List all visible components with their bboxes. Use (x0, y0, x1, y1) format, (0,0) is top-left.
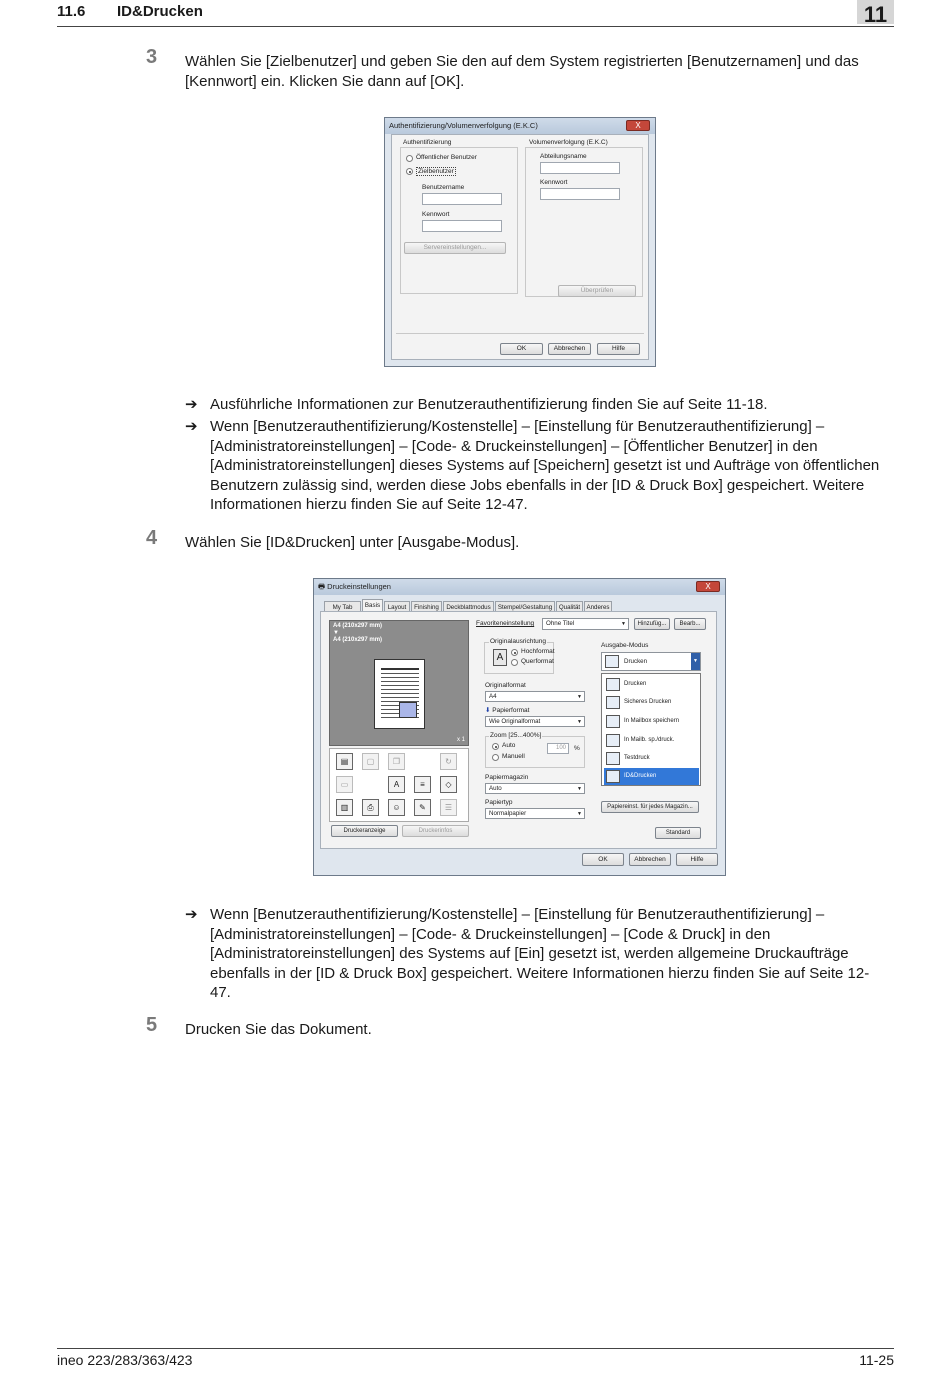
tab-basis[interactable]: Basis (362, 599, 383, 612)
cancel-button[interactable]: Abbrechen (629, 853, 671, 866)
username-input[interactable] (422, 193, 502, 205)
list-item[interactable] (604, 676, 699, 693)
fold-icon[interactable]: ◇ (440, 776, 457, 793)
tray-icon[interactable]: ⎙ (362, 799, 379, 816)
preview-image (399, 702, 417, 718)
default-button[interactable]: Standard (655, 827, 701, 839)
favorites-value: Ohne Titel (546, 620, 575, 627)
zoom-group (485, 736, 585, 768)
edit-icon[interactable]: ✎ (414, 799, 431, 816)
paper-type-value: Normalpapier (489, 810, 527, 817)
list-icon[interactable]: ☰ (440, 799, 457, 816)
list-item[interactable] (604, 750, 699, 767)
combine-icon[interactable]: ▢ (362, 753, 379, 770)
paper-size-label (485, 706, 529, 714)
ok-button[interactable]: OK (582, 853, 624, 866)
dialog-title-text: Druckeinstellungen (327, 582, 391, 591)
tab-quality[interactable]: Qualität (556, 601, 583, 612)
tray-label: Papiermagazin (485, 774, 529, 781)
arrow-icon: ➔ (185, 396, 198, 413)
radio-public-user[interactable] (406, 155, 413, 162)
chapter-tab: 11 (857, 0, 894, 24)
header-rule (57, 26, 894, 27)
tab-finishing[interactable]: Finishing (411, 601, 442, 612)
print-settings-dialog (313, 578, 726, 876)
id-print-icon (606, 770, 620, 783)
paper-size-select[interactable] (485, 716, 585, 727)
radio-zoom-manual[interactable] (492, 754, 499, 761)
note-text: Wenn [Benutzerauthentifizierung/Kostenstelle] – [Einstellung für Benutzerauthentifizierung] – [Administratoreinstellungen] – [Code- & Druckeinstellungen] – [Code & Druck] in den [Administratoreinstellungen] des Systems auf [Ein] gesetzt ist, werden allgemeine Druckaufträge ebenfalls in der [ID & Druck Box] gespeichert. Weitere Informationen hierzu finden Sie auf Seite 12-47. (210, 906, 870, 1001)
printer-display-button[interactable]: Druckeranzeige (331, 825, 398, 837)
note-item (185, 417, 885, 515)
step-number: 5 (146, 1014, 158, 1036)
radio-public-label: Öffentlicher Benutzer (416, 154, 477, 161)
list-item-label: Sicheres Drucken (624, 699, 672, 705)
preview-arrow: ▼ (333, 630, 339, 636)
step-text: Wählen Sie [ID&Drucken] unter [Ausgabe-Modus]. (185, 534, 520, 551)
punch-icon[interactable]: ≡ (414, 776, 431, 793)
list-item-label: In Mailbox speichern (624, 718, 680, 724)
password-input[interactable] (422, 220, 502, 232)
chevron-down-icon: ▼ (621, 621, 626, 627)
paper-type-label: Papiertyp (485, 799, 513, 806)
preview-paper: A4 (210x297 mm) (333, 637, 383, 643)
text-icon[interactable]: A (388, 776, 405, 793)
chevron-down-icon: ▼ (577, 694, 582, 700)
dialog-body (391, 134, 649, 360)
duplex-icon[interactable]: ▤ (336, 753, 353, 770)
orientation-label: Originalausrichtung (490, 638, 547, 645)
preview-count: x 1 (456, 737, 465, 743)
favorites-label: Favoriteneinstellung (476, 620, 535, 627)
list-item-label: In Mailb. sp./druck. (624, 737, 675, 743)
booklet-icon[interactable]: ▥ (336, 799, 353, 816)
volume-password-input[interactable] (540, 188, 620, 200)
zoom-auto-label: Auto (502, 742, 516, 749)
verify-button[interactable]: Überprüfen (558, 285, 636, 297)
chevron-down-icon: ▼ (577, 786, 582, 792)
output-mode-value: Drucken (624, 658, 648, 665)
note-text: Wenn [Benutzerauthentifizierung/Kostenstelle] – [Einstellung für Benutzerauthentifizierung] – [Administratoreinstellungen] – [Code- & Druckeinstellungen] – [Öffentlicher Benutzer] in den [Administratoreinstellungen] dieses Systems auf [Speichern] gesetzt ist und Aufträge von öffentlichen Benutzern zulässig sind, werden diese Jobs ebenfalls in der [ID & Druck Box] gespeichert. Weitere Informationen hierzu finden Sie auf Seite 12-47. (210, 418, 880, 513)
tab-panel (320, 611, 717, 849)
note-item (185, 905, 885, 1003)
server-settings-button[interactable]: Servereinstellungen... (404, 242, 506, 254)
arrow-icon: ➔ (185, 418, 198, 435)
department-input[interactable] (540, 162, 620, 174)
arrow-down-icon: ⬇ (485, 707, 493, 714)
tab-stamp[interactable]: Stempel/Gestaltung (495, 601, 555, 612)
volume-group-label: Volumenverfolgung (E.K.C) (529, 139, 608, 146)
zoom-unit: % (574, 745, 580, 752)
close-button[interactable]: X (626, 120, 650, 131)
page-preview (329, 620, 469, 746)
close-button[interactable]: X (696, 581, 720, 592)
help-button[interactable]: Hilfe (597, 343, 640, 355)
auth-dialog (384, 117, 656, 367)
help-button[interactable]: Hilfe (676, 853, 718, 866)
add-favorite-button[interactable]: Hinzufüg... (634, 618, 670, 630)
chevron-down-icon[interactable]: ▼ (691, 653, 700, 670)
paper-per-tray-button[interactable]: Papiereinst. für jedes Magazin... (601, 801, 699, 813)
username-label: Benutzername (422, 184, 465, 191)
radio-target-label: Zielbenutzer (418, 168, 454, 175)
list-item-label: Drucken (624, 681, 647, 687)
test-print-icon (606, 752, 620, 765)
step-text: Wählen Sie [Zielbenutzer] und geben Sie den auf dem System registrierten [Benutzernamen] und das [Kennwort] ein. Klicken Sie dann auf [OK]. (185, 53, 859, 90)
tab-cover-mode[interactable]: Deckblattmodus (443, 601, 494, 612)
note-item (185, 395, 885, 415)
printer-info-button[interactable]: Druckerinfos (402, 825, 469, 837)
section-number: 11.6 (57, 3, 86, 20)
radio-target-user[interactable] (406, 168, 413, 175)
secure-print-icon (606, 696, 620, 709)
paper-type-select[interactable] (485, 808, 585, 819)
original-size-label: Originalformat (485, 682, 526, 689)
page-number: 11-25 (859, 1352, 894, 1368)
icon-panel (329, 748, 469, 822)
tab-my-tab[interactable]: My Tab (324, 601, 361, 612)
user-icon[interactable]: ☺ (388, 799, 405, 816)
separator (396, 333, 644, 334)
department-label: Abteilungsname (540, 153, 587, 160)
list-item[interactable] (604, 732, 699, 749)
output-mode-list (601, 673, 701, 786)
cancel-button[interactable]: Abbrechen (548, 343, 591, 355)
tab-layout[interactable]: Layout (384, 601, 410, 612)
mailbox-print-icon (606, 734, 620, 747)
footer-rule (57, 1348, 894, 1349)
volume-password-label: Kennwort (540, 179, 568, 186)
radio-zoom-auto[interactable] (492, 743, 499, 750)
landscape-label: Querformat (521, 658, 554, 665)
section-title: ID&Drucken (117, 3, 203, 20)
step-text: Drucken Sie das Dokument. (185, 1021, 372, 1038)
print-mode-icon (605, 655, 619, 668)
original-size-select[interactable] (485, 691, 585, 702)
footer-model: ineo 223/283/363/423 (57, 1352, 193, 1368)
favorites-select[interactable] (542, 618, 629, 630)
dialog-title (314, 579, 725, 595)
zoom-label: Zoom [25...400%] (490, 732, 542, 739)
preview-size: A4 (210x297 mm) (333, 623, 383, 629)
list-item-label: ID&Drucken (624, 773, 657, 779)
ok-button[interactable]: OK (500, 343, 543, 355)
output-mode-label: Ausgabe-Modus (601, 642, 649, 649)
step-number: 3 (146, 46, 158, 68)
paper-size-value: Wie Originalformat (489, 718, 541, 725)
preview-page (374, 659, 425, 729)
radio-landscape[interactable] (511, 659, 518, 666)
paper-size-label-text: Papierformat (492, 707, 530, 714)
staple-icon[interactable]: ▭ (336, 776, 353, 793)
list-item[interactable] (604, 694, 699, 711)
rotate-icon[interactable]: ↻ (440, 753, 457, 770)
tray-select[interactable] (485, 783, 585, 794)
zoom-input[interactable]: 100 (547, 743, 569, 754)
list-item-label: Testdruck (624, 755, 650, 761)
print-icon (606, 678, 620, 691)
copies-icon[interactable]: ❐ (388, 753, 405, 770)
password-label: Kennwort (422, 211, 450, 218)
list-item[interactable] (604, 768, 699, 785)
radio-portrait[interactable] (511, 649, 518, 656)
zoom-manual-label: Manuell (502, 753, 525, 760)
tab-other[interactable]: Anderes (584, 601, 612, 612)
arrow-icon: ➔ (185, 906, 198, 923)
chevron-down-icon: ▼ (577, 719, 582, 725)
portrait-label: Hochformat (521, 648, 555, 655)
auth-group-label: Authentifizierung (403, 139, 452, 146)
edit-favorite-button[interactable]: Bearb... (674, 618, 706, 630)
mailbox-icon (606, 715, 620, 728)
list-item[interactable] (604, 713, 699, 730)
output-mode-select[interactable] (601, 652, 701, 671)
dialog-title: Authentifizierung/Volumenverfolgung (E.K.C) (385, 118, 655, 134)
printer-icon: 🖶 (318, 582, 328, 591)
orientation-icon: A (493, 649, 507, 666)
tray-value: Auto (489, 785, 502, 792)
note-text: Ausführliche Informationen zur Benutzerauthentifizierung finden Sie auf Seite 11-18. (210, 396, 768, 413)
chevron-down-icon: ▼ (577, 811, 582, 817)
step-number: 4 (146, 527, 158, 549)
original-size-value: A4 (489, 693, 497, 700)
